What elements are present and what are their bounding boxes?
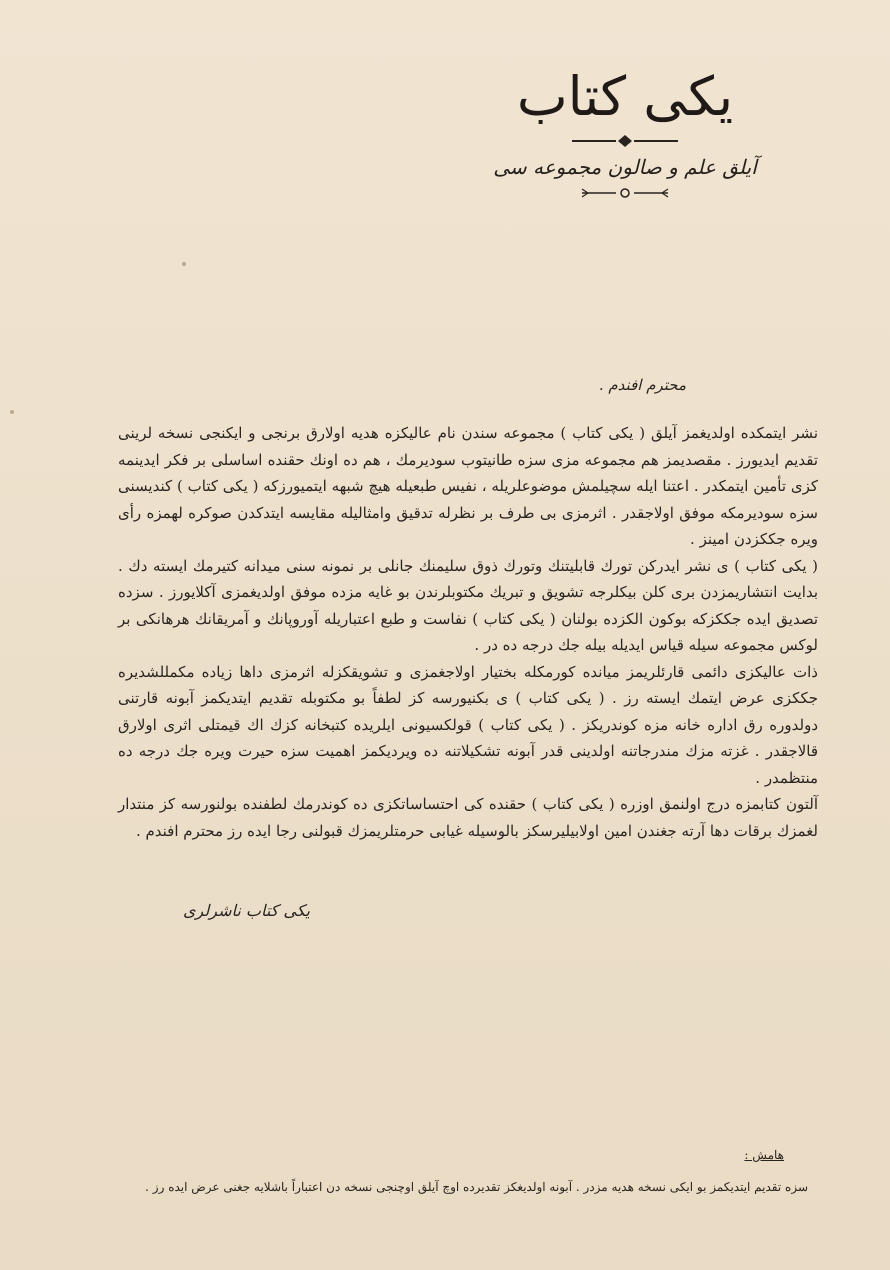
ornament-divider-top <box>570 134 680 148</box>
letter-paragraph: ( يكى كتاب ) ى نشر ايدركن تورك قابليتنك وتورك ذوق سليمنك جانلى بر نمونه سنى ميدانه كتيرمك ايسته دك . بدايت انتشاريمزدن برى كلن بيكلرجه تشويق و تبريك مكتوبلرندن بو غايه مزده موفق اولديغمزى آكلايورز . سزده تصديق ايده جككزكه بوكون الكزده بولنان ( يكى كتاب ) نفاست و طبع اعتباريله آوروپانك و آمريقانك هرهانكى بر لوكس مجموعه سيله قياس ايديله بيله جك درجه ده در . <box>118 556 818 654</box>
footnote-text: سزه تقديم ايتديكمز بو ايكى نسخه هديه مزدر . آبونه اولديغكز تقديرده اوچ آيلق اوچنجى نسخه دن اعتباراً باشلايه جغنى عرض ايده رز . <box>145 1180 808 1194</box>
ornament-divider-bottom <box>580 186 670 200</box>
magazine-title: يكى كتاب <box>516 65 734 128</box>
masthead <box>460 62 790 242</box>
paper-mark <box>10 410 14 414</box>
letter-paragraph: آلتون كتابمزه درج اولنمق اوزره ( يكى كتاب ) حقنده كى احتساساتكزى ده كوندرمك لطفنده بولنورسه كز منتدار لغمزك برقات دها آرته جغندن امين اولابيليرسكز بالوسيله غيابى حرمتلريمزك قبولنى رجا ايده رز محترم افندم . <box>118 795 818 840</box>
letter-greeting: محترم افندم . <box>598 376 686 394</box>
magazine-subtitle: آيلق علم و صالون مجموعه سى <box>493 155 757 179</box>
letter-signature: يكى كتاب ناشرلرى <box>183 901 310 920</box>
letter-paragraph: نشر ايتمكده اولديغمز آيلق ( يكى كتاب ) مجموعه سندن نام عاليكزه هديه اولارق برنجى و ايكنجى نسخه لرينى تقديم ايديورز . مقصديمز هم مجموعه مزى سزه طانيتوب سوديرمك ، هم ده اونك حقنده اساسلى بر فكر ايدينمه كزى تأمين ايتمكدر . اعتنا ايله سچيلمش موضوعلريله ، نفيس طبعيله هيچ شبهه ايتميورزكه ( يكى كتاب ) كنديسنى سزه سوديرمكه موفق اولاجقدر . اثرمزى بى طرف بر نظرله تدقيق وامثاليله مقايسه ايتدكدن صوكره لهمزه رأى ويره جككزدن امينز . <box>118 424 818 548</box>
footnote-heading: هامش : <box>744 1148 784 1162</box>
letter-paragraph: ذات عاليكزى دائمى قارئلريمز ميانده كورمكله بختيار اولاجغمزى و تشويقكزله اثرمزى داها زياده مكمللشديره جككزى عرض ايتمك ايسته رز . ( يكى كتاب ) ى بكنيورسه كز لطفاً بو مكتوبله تقديم ايتديكمز آبونه قارتنى دولدوره رق اداره خانه مزه كوندريكز . ( يكى كتاب ) قولكسيونى ايلريده كتبخانه كزك اك قيمتلى اثرى اولارق قالاجقدر . غزته مزك مندرجاتنه اولدينى قدر آبونه تشكيلاتنه ده ويرديكمز اهميت سزه حيرت ويره جك درجه ده منتظمدر . <box>118 662 818 787</box>
letter-body <box>118 420 818 844</box>
paper-mark <box>182 262 186 266</box>
